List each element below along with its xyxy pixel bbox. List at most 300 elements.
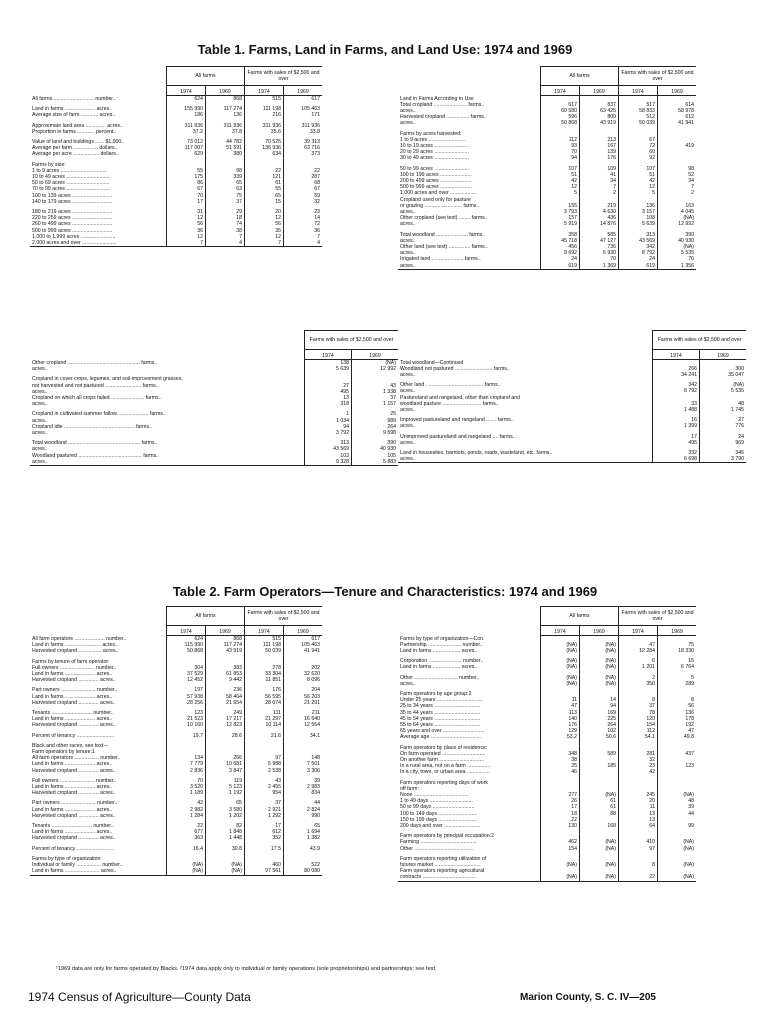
cell-value: 41 bbox=[580, 172, 619, 178]
cell-value: 44 bbox=[284, 800, 323, 806]
cell-value: (NA) bbox=[580, 648, 619, 654]
cell-value: 3 580 bbox=[206, 807, 245, 813]
row-label: Value of land and buildings ...... $1,000.. bbox=[32, 139, 125, 146]
row-label: Total woodland—Continued bbox=[400, 359, 464, 366]
cell-value: 517 bbox=[619, 102, 658, 108]
cell-value: 614 bbox=[658, 102, 697, 108]
cell-value: 80 080 bbox=[284, 868, 323, 875]
row-label: Land in farms ..................... acres.. bbox=[32, 671, 113, 678]
cell-value: (NA) bbox=[658, 874, 697, 881]
cell-value: (NA) bbox=[580, 681, 619, 687]
cell-value: (NA) bbox=[580, 675, 619, 681]
cell-value: 47 bbox=[658, 728, 697, 734]
cell-value: 123 bbox=[167, 710, 206, 716]
cell-value: 94 bbox=[541, 155, 580, 161]
cell-value: 155 bbox=[541, 203, 580, 209]
row-label: Land in housesites, barnlots, ponds, roads, wasteland, etc. farms.. bbox=[400, 449, 553, 456]
year-header: 1969 bbox=[284, 626, 323, 636]
cell-value: 14 876 bbox=[580, 221, 619, 227]
cell-value: 9 692 bbox=[541, 250, 580, 256]
cell-value: 1 369 bbox=[580, 263, 619, 270]
column-group-header: All farms bbox=[167, 607, 245, 626]
cell-value: 2 bbox=[658, 190, 697, 196]
row-label: Cropland on which all crops failed ....................... farms.. bbox=[32, 395, 162, 402]
cell-value: 1 157 bbox=[352, 401, 399, 407]
row-label: 140 to 179 acres ............................ bbox=[32, 198, 113, 205]
row-label: 1 to 49 days .............................. bbox=[400, 798, 473, 805]
cell-value: 61 bbox=[580, 798, 619, 804]
cell-value: 58 833 bbox=[619, 108, 658, 114]
cell-value: 35 047 bbox=[700, 372, 747, 378]
cell-value: 216 bbox=[245, 112, 284, 118]
cell-value: 776 bbox=[700, 423, 747, 429]
cell-value: 47 bbox=[619, 642, 658, 648]
table-row bbox=[30, 636, 322, 643]
row-label: On farm operated .............................. bbox=[400, 750, 486, 757]
cell-value: 2 982 bbox=[167, 807, 206, 813]
cell-value: 383 bbox=[206, 665, 245, 671]
cell-value: 34 241 bbox=[653, 372, 700, 378]
cell-value: 47 127 bbox=[580, 238, 619, 244]
cell-value: 617 bbox=[284, 96, 323, 103]
cell-value: 596 bbox=[541, 114, 580, 120]
cell-value: 612 bbox=[245, 829, 284, 835]
row-label: Harvested cropland .............. acres.. bbox=[32, 722, 116, 729]
cell-value: 21 523 bbox=[167, 716, 206, 722]
cell-value: 4 bbox=[284, 240, 323, 247]
cell-value: 67 bbox=[284, 186, 323, 192]
cell-value: 123 bbox=[658, 763, 697, 769]
cell-value: 97 bbox=[245, 755, 284, 761]
cell-value: 136 bbox=[619, 203, 658, 209]
row-label: Black and other races, see text— bbox=[32, 742, 109, 749]
cell-value: 1 292 bbox=[245, 813, 284, 819]
column-group-header: Farms with sales of $2,500 and over bbox=[305, 331, 399, 350]
cell-value: (NA) bbox=[206, 868, 245, 875]
row-label: Land in farms ................... acres.. bbox=[400, 647, 478, 654]
footnote: ¹1969 data are only for farms operated by Blacks. ²1974 data apply only to individual or family operations (sole proprietorships) and partnerships; see text. bbox=[56, 966, 437, 972]
row-label: 1,000 to 1,999 acres ........................ bbox=[32, 233, 116, 240]
row-label: Farms by size: bbox=[32, 161, 66, 168]
cell-value: 264 bbox=[580, 722, 619, 728]
cell-value: 12 452 bbox=[167, 677, 206, 683]
row-label: Land in farms ..................... acres.. bbox=[32, 716, 113, 723]
cell-value: 37 529 bbox=[167, 671, 206, 677]
row-label: Other ......................................... bbox=[400, 845, 474, 852]
row-label: Unimproved pastureland and rangeland .... farms.. bbox=[400, 433, 516, 440]
cell-value: 11 851 bbox=[245, 677, 284, 683]
year-header: 1969 bbox=[700, 350, 747, 360]
row-label: acres.. bbox=[400, 439, 416, 446]
year-header: 1974 bbox=[167, 86, 206, 96]
cell-value: 3 792 bbox=[305, 430, 352, 436]
cell-value: 36 bbox=[284, 228, 323, 234]
cell-value: 58 464 bbox=[206, 694, 245, 700]
cell-value: 350 bbox=[619, 681, 658, 687]
cell-value: 33 304 bbox=[245, 671, 284, 677]
year-header: 1969 bbox=[580, 86, 619, 96]
row-label: 500 to 999 acres ............................ bbox=[32, 227, 113, 234]
cell-value: 1 356 bbox=[658, 263, 697, 270]
row-label: Individual or family ................. number.. bbox=[32, 862, 123, 869]
cell-value: 20 bbox=[619, 798, 658, 804]
cell-value: 136 936 bbox=[245, 145, 284, 151]
cell-value: 107 bbox=[619, 166, 658, 172]
cell-value: 7 779 bbox=[167, 761, 206, 767]
row-label: Other .............................. number.. bbox=[400, 674, 480, 681]
cell-value: 33 bbox=[653, 401, 700, 407]
table-row bbox=[398, 874, 696, 881]
cell-value: 55 bbox=[167, 168, 206, 174]
cell-value: 1 bbox=[305, 411, 352, 417]
cell-value: (NA) bbox=[658, 846, 697, 852]
row-label: 25 to 34 years ................................ bbox=[400, 703, 481, 710]
cell-value: 4 045 bbox=[658, 209, 697, 215]
cell-value: 311 936 bbox=[284, 123, 323, 129]
cell-value: 460 bbox=[245, 862, 284, 868]
row-label: Cropland idle ................................................. farms.. bbox=[32, 423, 152, 430]
cell-value: 51 bbox=[619, 172, 658, 178]
cell-value: 346 bbox=[700, 450, 747, 456]
cell-value: 27 bbox=[700, 417, 747, 423]
row-label: Farm operators by tenure:1 bbox=[32, 749, 95, 756]
cell-value: 21 654 bbox=[206, 700, 245, 706]
cell-value: 313 bbox=[619, 232, 658, 238]
row-label: acres.. bbox=[400, 423, 416, 430]
row-label: Farms by type of organization—Con. bbox=[400, 635, 485, 642]
row-label: 1,000 acres and over .................. bbox=[400, 190, 477, 197]
cell-value: 2 983 bbox=[284, 784, 323, 790]
row-label: acres.. bbox=[398, 456, 653, 463]
column-group-header: Farms with sales of $2,500 and over bbox=[619, 67, 697, 86]
cell-value: 112 bbox=[619, 728, 658, 734]
cell-value: 61 853 bbox=[206, 671, 245, 677]
cell-value: 109 bbox=[580, 166, 619, 172]
cell-value: 358 bbox=[541, 232, 580, 238]
cell-value: 35 bbox=[245, 228, 284, 234]
table-row bbox=[30, 96, 322, 103]
cell-value: 2 836 bbox=[167, 768, 206, 774]
cell-value: 12 992 bbox=[658, 221, 697, 227]
cell-value: 8 792 bbox=[653, 388, 700, 394]
row-label: In a rural area, not on a farm ................ bbox=[400, 763, 491, 770]
table-row bbox=[30, 868, 322, 875]
cell-value: 53.2 bbox=[541, 734, 580, 740]
cell-value: 27 bbox=[305, 383, 352, 389]
cell-value: (NA) bbox=[658, 862, 697, 868]
row-label: acres.. bbox=[400, 120, 416, 127]
cell-value: 352 bbox=[245, 835, 284, 841]
cell-value: 136 bbox=[658, 710, 697, 716]
row-label: 100 to 139 acres ............................ bbox=[32, 192, 113, 199]
cell-value: 7 bbox=[580, 184, 619, 190]
cell-value: 13 bbox=[619, 811, 658, 817]
row-label: Harvested cropland ................ farms.. bbox=[400, 114, 487, 121]
row-label: Harvested cropland .............. acres.. bbox=[32, 790, 116, 797]
cell-value: 1 201 bbox=[619, 664, 658, 670]
cell-value: 56 bbox=[658, 703, 697, 709]
row-label: Irrigated land ...................... farms.. bbox=[400, 256, 481, 263]
row-label: 70 to 99 acres .............................. bbox=[32, 186, 110, 193]
cell-value: 11 bbox=[619, 804, 658, 810]
cell-value: 287 bbox=[284, 174, 323, 180]
cell-value: 7 501 bbox=[284, 761, 323, 767]
row-label: Full owners ........................ number.. bbox=[32, 777, 117, 784]
cell-value: 67 bbox=[619, 137, 658, 143]
cell-value: 12 bbox=[245, 234, 284, 240]
cell-value: 43.9 bbox=[284, 846, 323, 852]
cell-value: 88 bbox=[580, 811, 619, 817]
cell-value: 35.6 bbox=[245, 129, 284, 135]
cell-value: 148 bbox=[284, 755, 323, 761]
cell-value: 65 bbox=[206, 180, 245, 186]
cell-value: 168 bbox=[580, 823, 619, 829]
cell-value: 4 bbox=[206, 240, 245, 247]
row-label: Farm operators reporting days of work bbox=[400, 779, 488, 786]
cell-value: 157 bbox=[541, 215, 580, 221]
row-label: Other land (see text) ............... farms.. bbox=[400, 243, 488, 250]
cell-value: 6 930 bbox=[580, 250, 619, 256]
row-label: Other cropland .................................................. farms.. bbox=[32, 360, 158, 366]
cell-value: 134 bbox=[167, 755, 206, 761]
cell-value: 44 bbox=[658, 811, 697, 817]
cell-value: (NA) bbox=[541, 675, 580, 681]
row-label: Part owners ........................ number.. bbox=[32, 687, 118, 694]
table1-right-bottom bbox=[398, 330, 746, 463]
cell-value: 60 580 bbox=[541, 108, 580, 114]
cell-value: 3 306 bbox=[284, 768, 323, 774]
cell-value: (NA) bbox=[658, 244, 697, 250]
cell-value: 313 bbox=[305, 440, 352, 446]
cell-value: 113 bbox=[541, 710, 580, 716]
cell-value: 65 bbox=[206, 800, 245, 806]
cell-value: 339 bbox=[206, 174, 245, 180]
cell-value: 98 bbox=[658, 166, 697, 172]
column-group-header: All farms bbox=[167, 67, 245, 86]
cell-value: 12 bbox=[167, 215, 206, 221]
cell-value: 42 bbox=[619, 178, 658, 184]
table1-left-bottom bbox=[30, 330, 398, 466]
year-header: 1974 bbox=[245, 626, 284, 636]
cell-value: 5 535 bbox=[658, 250, 697, 256]
row-label: not harvested and not pastured ......................... farms.. bbox=[32, 382, 159, 389]
table-row bbox=[30, 459, 398, 466]
cell-value: 70 525 bbox=[245, 139, 284, 145]
cell-value: 225 bbox=[580, 716, 619, 722]
cell-value: 63 bbox=[206, 186, 245, 192]
cell-value: 70 bbox=[167, 193, 206, 199]
cell-value: 8 792 bbox=[619, 250, 658, 256]
row-label: Farm operators reporting utilization of bbox=[400, 855, 487, 862]
cell-value: 43 569 bbox=[305, 446, 352, 452]
cell-value: 130 bbox=[541, 823, 580, 829]
cell-value: 117 274 bbox=[206, 106, 245, 112]
row-label: Harvested cropland .............. acres.. bbox=[32, 677, 116, 684]
cell-value: 25 bbox=[541, 763, 580, 769]
row-label: Land in farms ..................... acres.. bbox=[32, 806, 113, 813]
cell-value: 108 bbox=[619, 215, 658, 221]
cell-value: 8 bbox=[619, 697, 658, 703]
cell-value: 24 bbox=[700, 434, 747, 440]
cell-value: 31 bbox=[167, 209, 206, 215]
cell-value: 186 bbox=[167, 112, 206, 118]
cell-value: 311 936 bbox=[245, 123, 284, 129]
cell-value: 46 bbox=[541, 769, 580, 775]
row-label: Harvested cropland ................ acres.. bbox=[32, 648, 119, 655]
cell-value: 44 782 bbox=[206, 139, 245, 145]
cell-value: 6 698 bbox=[653, 456, 700, 463]
row-label: 35 to 44 years ................................ bbox=[400, 709, 481, 716]
row-label: acres.. bbox=[400, 406, 416, 413]
cell-value: 12 284 bbox=[619, 648, 658, 654]
cell-value: 28 256 bbox=[167, 700, 206, 706]
cell-value: 34 bbox=[658, 178, 697, 184]
year-header: 1974 bbox=[245, 86, 284, 96]
row-label: 180 to 219 acres ............................ bbox=[32, 209, 113, 216]
row-label: In a city, town, or urban area ................ bbox=[400, 769, 490, 776]
row-label: Cropland in cultivated summer fallow ..................... farms.. bbox=[32, 411, 166, 418]
row-label: acres.. bbox=[30, 459, 305, 466]
cell-value: 105 bbox=[352, 453, 399, 459]
cell-value: 48 bbox=[658, 798, 697, 804]
row-label: 150 to 199 days ........................... bbox=[400, 816, 478, 823]
cell-value: 13 bbox=[619, 817, 658, 823]
cell-value: 49.8 bbox=[658, 734, 697, 740]
row-label: Average age ................................... bbox=[400, 734, 482, 741]
row-label: Land in farms ................... acres.. bbox=[400, 664, 478, 671]
cell-value: 68 bbox=[284, 180, 323, 186]
row-label: acres.. bbox=[32, 366, 48, 373]
cell-value: 67 bbox=[167, 186, 206, 192]
cell-value: 834 bbox=[284, 790, 323, 796]
cell-value: 34 bbox=[580, 178, 619, 184]
cell-value: 17 bbox=[653, 434, 700, 440]
cell-value: 72 bbox=[619, 143, 658, 149]
table-row bbox=[398, 263, 696, 270]
cell-value: 5 bbox=[619, 190, 658, 196]
cell-value: 22 bbox=[619, 874, 658, 881]
cell-value: 12 bbox=[541, 184, 580, 190]
cell-value: 94 bbox=[305, 424, 352, 430]
cell-value: 236 bbox=[206, 687, 245, 693]
cell-value: 12 bbox=[167, 234, 206, 240]
cell-value: 7 bbox=[658, 184, 697, 190]
cell-value: 163 bbox=[658, 203, 697, 209]
cell-value: 73 012 bbox=[167, 139, 206, 145]
row-label: Land in farms ........................ acres.. bbox=[30, 868, 167, 875]
cell-value: 171 bbox=[284, 112, 323, 118]
cell-value: 1 189 bbox=[167, 790, 206, 796]
cell-value: 373 bbox=[284, 151, 323, 157]
cell-value: 120 bbox=[619, 716, 658, 722]
row-label: Total woodland ...................... farms.. bbox=[400, 231, 486, 238]
cell-value: 390 bbox=[658, 232, 697, 238]
cell-value: 111 198 bbox=[245, 106, 284, 112]
column-group-header: Farms with sales of $2,500 and over bbox=[245, 67, 323, 86]
cell-value: 22 bbox=[245, 168, 284, 174]
row-label: futures market ................................ bbox=[400, 862, 481, 868]
cell-value: (NA) bbox=[658, 792, 697, 798]
cell-value: 26 bbox=[541, 798, 580, 804]
row-label: Land in farms ..................... acres.. bbox=[32, 784, 113, 791]
cell-value: 1 202 bbox=[206, 813, 245, 819]
cell-value: 54.1 bbox=[619, 734, 658, 740]
cell-value: 8 bbox=[658, 697, 697, 703]
cell-value: (NA) bbox=[167, 862, 206, 868]
row-label: Farms by tenure of farm operator: bbox=[32, 658, 110, 665]
cell-value: 14 bbox=[284, 215, 323, 221]
cell-value: 5 988 bbox=[245, 761, 284, 767]
cell-value: 24 bbox=[541, 256, 580, 262]
cell-value: 311 936 bbox=[206, 123, 245, 129]
cell-value: 59 bbox=[284, 193, 323, 199]
cell-value: 97 bbox=[619, 846, 658, 852]
table2-left bbox=[30, 606, 322, 876]
row-label: 1 to 9 acres ................................ bbox=[32, 167, 107, 174]
cell-value: 5 883 bbox=[352, 459, 399, 466]
cell-value: 1 448 bbox=[206, 835, 245, 841]
row-label: acres.. bbox=[32, 446, 48, 453]
cell-value: 29 bbox=[206, 209, 245, 215]
cell-value: 50.6 bbox=[580, 734, 619, 740]
row-label: 1 to 9 acres .......................... bbox=[400, 136, 467, 143]
cell-value: 1 284 bbox=[167, 813, 206, 819]
row-label: Farms by acres harvested: bbox=[400, 130, 462, 137]
row-label: Percent of tenancy .......................... bbox=[32, 732, 115, 739]
cell-value: 12 554 bbox=[284, 722, 323, 728]
cell-value: 154 bbox=[541, 846, 580, 852]
row-label: 20 to 29 acres ........................ bbox=[400, 149, 469, 156]
cell-value: 9 442 bbox=[206, 677, 245, 683]
row-label: Land in farms ..................... acres.. bbox=[32, 693, 113, 700]
cell-value: 28 074 bbox=[245, 700, 284, 706]
cell-value: 185 bbox=[580, 763, 619, 769]
cell-value: 155 990 bbox=[167, 106, 206, 112]
cell-value: 40 930 bbox=[658, 238, 697, 244]
cell-value: 57 938 bbox=[167, 694, 206, 700]
cell-value: 136 bbox=[206, 112, 245, 118]
cell-value: 93 bbox=[541, 143, 580, 149]
cell-value: 175 bbox=[167, 174, 206, 180]
year-header: 1969 bbox=[206, 86, 245, 96]
row-label: Harvested cropland .............. acres.. bbox=[32, 812, 116, 819]
cell-value: 837 bbox=[580, 102, 619, 108]
cell-value: 300 bbox=[700, 366, 747, 372]
cell-value: 99 bbox=[658, 823, 697, 829]
cell-value: 38 bbox=[541, 757, 580, 763]
cell-value: (NA) bbox=[580, 792, 619, 798]
cell-value: 154 bbox=[619, 722, 658, 728]
cell-value: 277 bbox=[541, 792, 580, 798]
cell-value: 192 bbox=[658, 722, 697, 728]
cell-value: 18 330 bbox=[658, 648, 697, 654]
cell-value: 219 bbox=[580, 203, 619, 209]
year-header: 1974 bbox=[619, 626, 658, 636]
row-label: Farm operators by principal occupation:2 bbox=[400, 833, 494, 840]
row-label: Percent of tenancy .......................... bbox=[32, 845, 115, 852]
cell-value: 37 bbox=[352, 395, 399, 401]
row-label: woodland pasture ........................... farms.. bbox=[400, 400, 499, 407]
cell-value: 16.4 bbox=[167, 846, 206, 852]
row-label: or grazing .......................... farms.. bbox=[400, 202, 480, 209]
cell-value: 75 bbox=[658, 642, 697, 648]
cell-value: 9 328 bbox=[305, 459, 352, 466]
row-label: Pastureland and rangeland, other than cropland and bbox=[400, 394, 520, 401]
cell-value: 17 bbox=[167, 199, 206, 205]
cell-value: 5 bbox=[658, 675, 697, 681]
cell-value: 51 591 bbox=[206, 145, 245, 151]
row-label: Land in Farms According to Use bbox=[400, 95, 474, 102]
